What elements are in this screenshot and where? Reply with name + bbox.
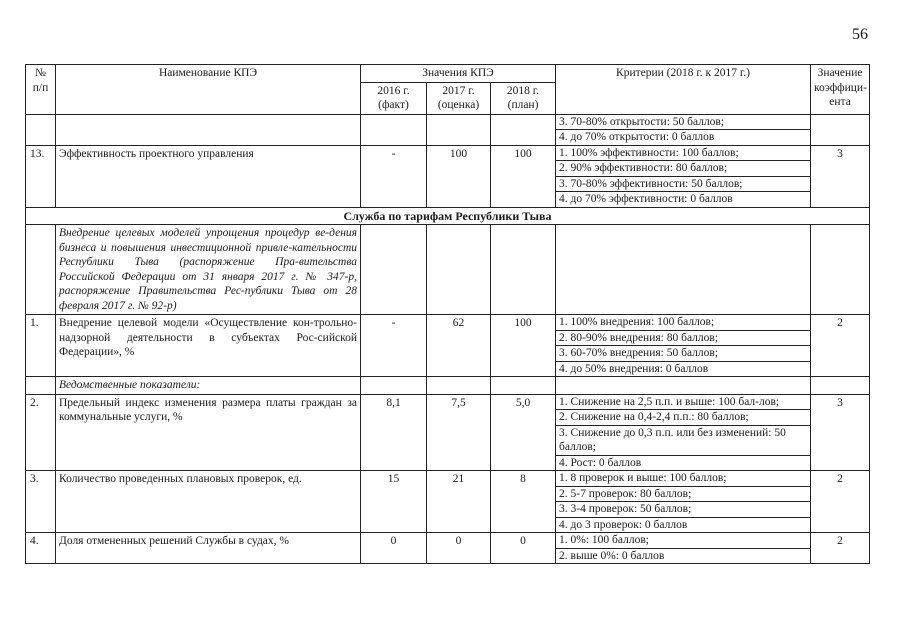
kpe-name: Доля отмененных решений Службы в судах, % bbox=[56, 533, 361, 564]
coefficient: 2 bbox=[811, 315, 870, 377]
criteria-cell bbox=[556, 114, 811, 145]
criterion: 4. до 70% эффективности: 0 баллов bbox=[559, 193, 733, 205]
value-2016: 0 bbox=[361, 533, 427, 564]
header-row bbox=[26, 65, 870, 83]
table-row bbox=[26, 533, 870, 564]
kpe-name: Внедрение целевой модели «Осуществление кон-трольно-надзорной деятельности в субъектах Рос-сийской Федерации», % bbox=[56, 315, 361, 377]
value-2016: 8,1 bbox=[361, 394, 427, 471]
value-2017: 7,5 bbox=[427, 394, 491, 471]
criteria-cell bbox=[556, 145, 811, 207]
criterion: 4. до 50% внедрения: 0 баллов bbox=[559, 362, 709, 375]
criterion: 3. 70-80% открытости: 50 баллов; bbox=[556, 115, 810, 131]
criterion: 4. Рост: 0 баллов bbox=[559, 456, 642, 469]
header-2016: 2016 г. (факт) bbox=[361, 82, 427, 114]
criterion: 1. Снижение на 2,5 п.п. и выше: 100 бал-лов; bbox=[556, 395, 810, 411]
value-2016: - bbox=[361, 315, 427, 377]
criterion: 3. 70-80% эффективности: 50 баллов; bbox=[556, 177, 810, 193]
criterion: 1. 100% внедрения: 100 баллов; bbox=[556, 315, 810, 331]
value-2018: 0 bbox=[491, 533, 556, 564]
row-num: 4. bbox=[26, 533, 56, 564]
continuation-row bbox=[26, 114, 870, 145]
criterion: 3. 3-4 проверок: 50 баллов; bbox=[556, 502, 810, 518]
value-2017: 0 bbox=[427, 533, 491, 564]
coefficient: 3 bbox=[811, 394, 870, 471]
value-2018: 8 bbox=[491, 471, 556, 533]
criterion: 2. выше 0%: 0 баллов bbox=[559, 549, 665, 562]
table-row bbox=[26, 145, 870, 207]
header-num: № п/п bbox=[26, 65, 56, 115]
dept-label-row bbox=[26, 377, 870, 395]
coefficient: 3 bbox=[811, 145, 870, 207]
table-row bbox=[26, 315, 870, 377]
header-name: Наименование КПЭ bbox=[56, 65, 361, 115]
coefficient: 2 bbox=[811, 533, 870, 564]
row-num: 3. bbox=[26, 471, 56, 533]
criterion: 2. 80-90% внедрения: 80 баллов; bbox=[556, 331, 810, 347]
value-2018: 100 bbox=[491, 145, 556, 207]
section-title: Служба по тарифам Республики Тыва bbox=[26, 207, 870, 225]
header-criteria: Критерии (2018 г. к 2017 г.) bbox=[556, 65, 811, 115]
criterion: 4. до 70% открытости: 0 баллов bbox=[559, 131, 715, 143]
header-coef: Значение коэффици-ента bbox=[811, 65, 870, 115]
criteria-cell bbox=[556, 533, 811, 564]
coefficient: 2 bbox=[811, 471, 870, 533]
intro-row bbox=[26, 225, 870, 315]
value-2017: 62 bbox=[427, 315, 491, 377]
criterion: 1. 100% эффективности: 100 баллов; bbox=[556, 146, 810, 162]
row-num: 2. bbox=[26, 394, 56, 471]
kpe-name: Количество проведенных плановых проверок, ед. bbox=[56, 471, 361, 533]
criteria-cell bbox=[556, 315, 811, 377]
value-2017: 21 bbox=[427, 471, 491, 533]
value-2016: 15 bbox=[361, 471, 427, 533]
header-2018: 2018 г. (план) bbox=[491, 82, 556, 114]
value-2016: - bbox=[361, 145, 427, 207]
criterion: 3. 60-70% внедрения: 50 баллов; bbox=[556, 346, 810, 362]
section-row bbox=[26, 207, 870, 225]
criterion: 2. 90% эффективности: 80 баллов; bbox=[556, 161, 810, 177]
value-2017: 100 bbox=[427, 145, 491, 207]
kpe-name: Эффективность проектного управления bbox=[56, 145, 361, 207]
table-row bbox=[26, 471, 870, 533]
dept-label: Ведомственные показатели: bbox=[56, 377, 361, 395]
intro-text: Внедрение целевых моделей упрощения процедур ве-дения бизнеса и повышения инвестиционной привле-кательности Республики Тыва (распоряжение Пра-вительства Российской Федерации от 31 января 2017 г. № 347-р, распоряжение Правительства Рес-публики Тыва от 28 февраля 2017 г. № 92-р) bbox=[56, 225, 361, 315]
value-2018: 5,0 bbox=[491, 394, 556, 471]
criterion: 4. до 3 проверок: 0 баллов bbox=[559, 518, 688, 531]
page-number: 56 bbox=[852, 26, 868, 43]
criterion: 2. Снижение на 0,4-2,4 п.п.: 80 баллов; bbox=[556, 410, 810, 426]
criterion: 1. 8 проверок и выше: 100 баллов; bbox=[556, 471, 810, 487]
table-row bbox=[26, 394, 870, 471]
criterion: 2. 5-7 проверок: 80 баллов; bbox=[556, 487, 810, 503]
criteria-cell bbox=[556, 394, 811, 471]
criteria-cell bbox=[556, 471, 811, 533]
criterion: 3. Снижение до 0,3 п.п. или без изменений: 50 баллов; bbox=[556, 426, 810, 456]
row-num: 1. bbox=[26, 315, 56, 377]
criterion: 1. 0%: 100 баллов; bbox=[556, 533, 810, 549]
value-2018: 100 bbox=[491, 315, 556, 377]
row-num: 13. bbox=[26, 145, 56, 207]
kpe-table bbox=[25, 64, 870, 564]
header-values: Значения КПЭ bbox=[361, 65, 556, 83]
kpe-name: Предельный индекс изменения размера платы граждан за коммунальные услуги, % bbox=[56, 394, 361, 471]
header-2017: 2017 г. (оценка) bbox=[427, 82, 491, 114]
